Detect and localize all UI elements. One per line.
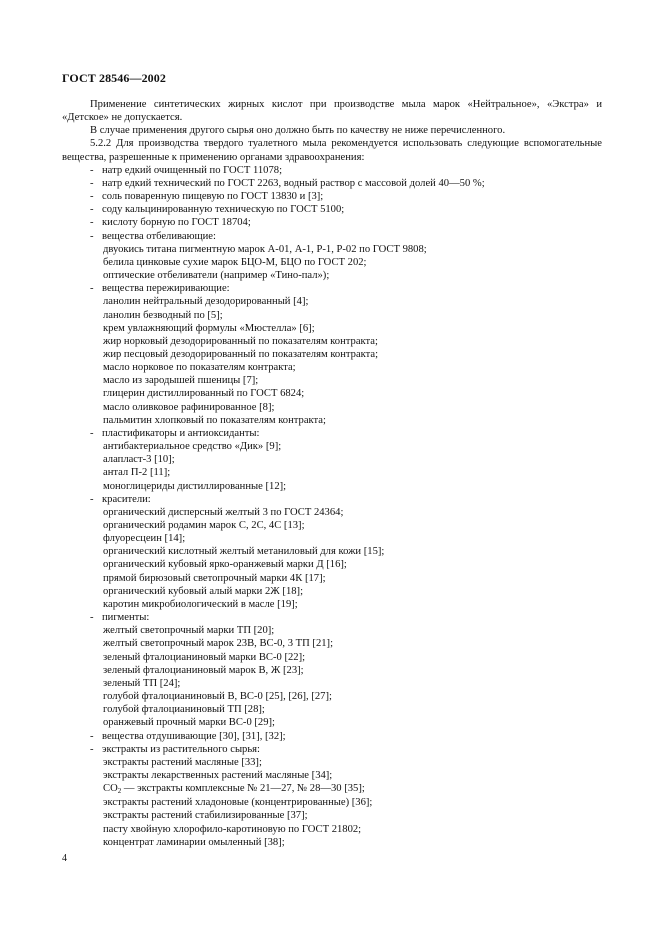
sub-item: экстракты растений хладоновые (концентрированные) [36]; <box>103 797 373 809</box>
sub-item: каротин микробиологический в масле [19]; <box>103 598 298 610</box>
list-item: - экстракты из растительного сырья: <box>90 743 261 755</box>
sub-item: оптические отбеливатели (например «Тино-пал»); <box>103 270 330 282</box>
sub-item: прямой бирюзовый светопрочный марки 4К [17]; <box>103 572 326 584</box>
list-item: - натр едкий технический по ГОСТ 2263, водный раствор с массовой долей 40—50 %; <box>90 177 485 189</box>
list-item: - вещества пережиривающие: <box>90 283 230 295</box>
sub-item: антибактериальное средство «Дик» [9]; <box>103 441 282 453</box>
subscript: 2 <box>117 787 122 796</box>
sub-item: белила цинковые сухие марок БЦО-М, БЦО по ГОСТ 202; <box>103 256 367 268</box>
sub-item: экстракты растений масляные [33]; <box>103 756 262 768</box>
sub-item: крем увлажняющий формулы «Мюстелла» [6]; <box>103 322 315 334</box>
list-item: - кислоту борную по ГОСТ 18704; <box>90 217 251 229</box>
sub-item: СО2 — экстракты комплексные № 21—27, № 28—30 [35]; <box>103 783 365 796</box>
dash-marker: - <box>90 177 94 189</box>
list-item: - вещества отбеливающие: <box>90 230 216 242</box>
dash-marker: - <box>90 730 94 742</box>
sub-item: пальмитин хлопковый по показателям контракта; <box>103 414 326 426</box>
sub-item: желтый светопрочный марок 23В, ВС-0, 3 ТП [21]; <box>103 638 334 650</box>
paragraph: Применение синтетических жирных кислот при производстве мыла марок «Нейтральное», «Экстра» и «Детское» не допускается. <box>62 99 602 124</box>
dash-marker: - <box>90 743 94 755</box>
list-item: - вещества отдушивающие [30], [31], [32]; <box>90 730 286 742</box>
sub-item: экстракты лекарственных растений масляные [34]; <box>103 769 333 781</box>
dash-marker: - <box>90 283 94 295</box>
dash-marker: - <box>90 204 94 216</box>
list-item: - натр едкий очищенный по ГОСТ 11078; <box>90 164 283 176</box>
dash-marker: - <box>90 191 94 203</box>
list-item: - пластификаторы и антиоксиданты: <box>90 427 260 439</box>
sub-item: моноглицериды дистиллированные [12]; <box>103 480 287 492</box>
sub-item: органический кубовый ярко-оранжевый марки Д [16]; <box>103 559 347 571</box>
sub-item: органический кубовый алый марки 2Ж [18]; <box>103 585 304 597</box>
page-number: 4 <box>62 853 67 864</box>
dash-marker: - <box>90 164 94 176</box>
sub-item: масло норковое по показателям контракта; <box>103 362 296 374</box>
page-header: ГОСТ 28546—2002 <box>62 71 166 85</box>
sub-item: масло оливковое рафинированное [8]; <box>103 401 275 413</box>
sub-item: жир песцовый дезодорированный по показателям контракта; <box>103 348 379 360</box>
sub-item: органический кислотный желтый метаниловый для кожи [15]; <box>103 546 385 558</box>
paragraph: 5.2.2 Для производства твердого туалетного мыла рекомендуется использовать следующие вспомогательные вещества, разрешенные к применению органами здравоохранения: <box>62 138 602 163</box>
sub-item: масло из зародышей пшеницы [7]; <box>103 375 259 387</box>
sub-item: органический дисперсный желтый 3 по ГОСТ 24364; <box>103 506 344 518</box>
sub-item: зеленый фталоцианиновый марки ВС-0 [22]; <box>103 651 306 663</box>
sub-item: голубой фталоцианиновый В, ВС-0 [25], [26], [27]; <box>103 691 332 703</box>
sub-item: алапласт-3 [10]; <box>103 454 175 466</box>
sub-item: глицерин дистиллированный по ГОСТ 6824; <box>103 388 305 400</box>
list-item: - красители: <box>90 493 151 505</box>
dash-marker: - <box>90 612 94 624</box>
sub-item: зеленый ТП [24]; <box>103 677 181 689</box>
dash-marker: - <box>90 230 94 242</box>
sub-item: голубой фталоцианиновый ТП [28]; <box>103 704 265 716</box>
sub-item: антал П-2 [11]; <box>103 467 171 479</box>
sub-item: двуокись титана пигментную марок А-01, А-1, Р-1, Р-02 по ГОСТ 9808; <box>103 243 427 255</box>
sub-item: органический родамин марок С, 2С, 4С [13]; <box>103 520 305 531</box>
dash-marker: - <box>90 217 94 229</box>
sub-item: ланолин безводный по [5]; <box>103 309 223 321</box>
sub-item: зеленый фталоцианиновый марок В, Ж [23]; <box>103 664 304 676</box>
sub-item: экстракты растений стабилизированные [37]; <box>103 810 308 822</box>
document-body <box>62 98 602 849</box>
list-item: - соль поваренную пищевую по ГОСТ 13830 и [3]; <box>90 191 324 203</box>
list-item: - соду кальцинированную техническую по ГОСТ 5100; <box>90 204 345 216</box>
sub-item: оранжевый прочный марки ВС-0 [29]; <box>103 717 275 729</box>
sub-item: жир норковый дезодорированный по показателям контракта; <box>103 335 378 347</box>
sub-item: концентрат ламинарии омыленный [38]; <box>103 836 285 848</box>
dash-marker: - <box>90 427 94 439</box>
sub-item: ланолин нейтральный дезодорированный [4]; <box>103 296 309 308</box>
list-item: - пигменты: <box>90 612 150 624</box>
sub-item: флуоресцеин [14]; <box>103 533 186 545</box>
dash-marker: - <box>90 493 94 505</box>
sub-item: желтый светопрочный марки ТП [20]; <box>103 625 275 637</box>
sub-item: пасту хвойную хлорофило-каротиновую по ГОСТ 21802; <box>103 823 362 835</box>
paragraph: В случае применения другого сырья оно должно быть по качеству не ниже перечисленного. <box>90 125 506 137</box>
